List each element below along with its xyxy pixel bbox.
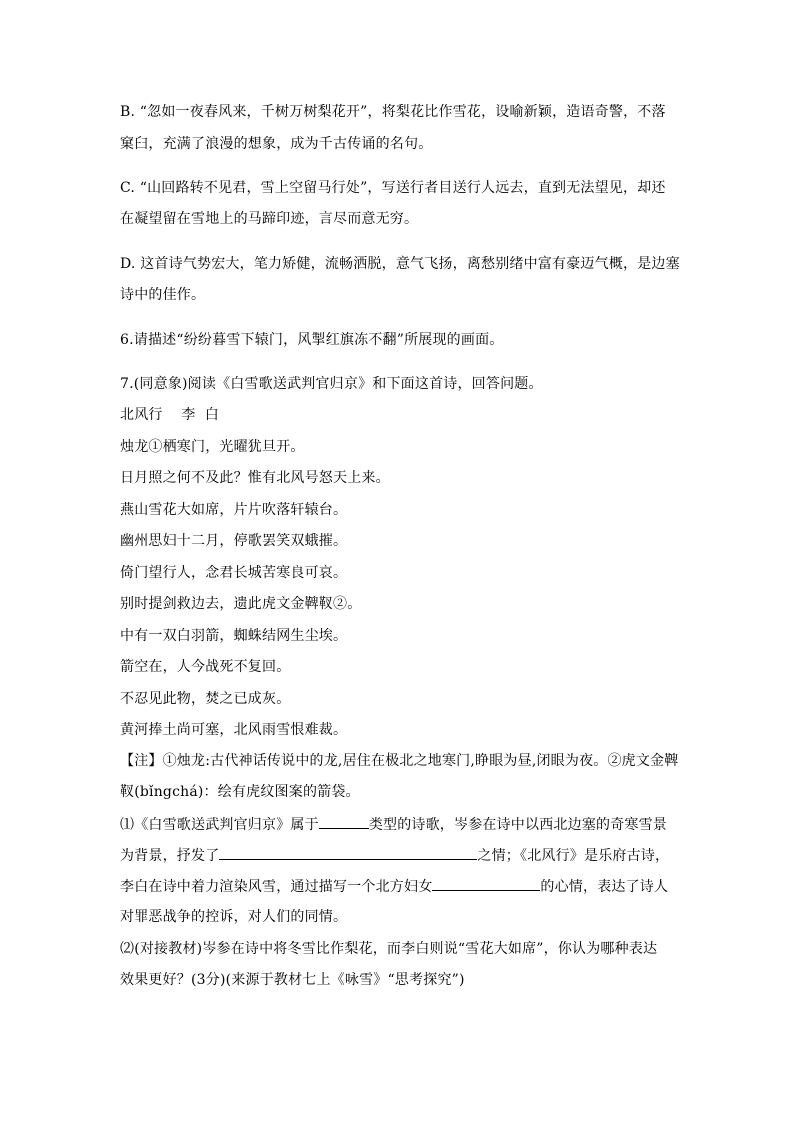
poem-line: 不忍见此物，焚之已成灰。 bbox=[120, 691, 291, 707]
poem-line: 倚门望行人，念君长城苦寒良可哀。 bbox=[120, 565, 348, 581]
subquestion-1-text: 类型的诗歌，岑参在诗中以西北边塞的奇寒雪景 bbox=[368, 817, 668, 833]
poem-line: 黄河捧土尚可塞，北风雨雪恨难裁。 bbox=[120, 722, 348, 738]
poem-line: 别时提剑救边去，遗此虎文金鞞靫②。 bbox=[120, 596, 362, 612]
poem-line: 中有一双白羽箭，蜘蛛结网生尘埃。 bbox=[120, 628, 348, 644]
poem-title: 北风行 李 白 bbox=[120, 407, 219, 423]
option-d-line-1: D. 这首诗气势宏大，笔力矫健，流畅洒脱，意气飞扬，离愁别绪中富有豪迈气概，是边塞 bbox=[120, 256, 680, 272]
question-6: 6.请描述“纷纷暮雪下辕门，风掣红旗冻不翻”所展现的画面。 bbox=[120, 332, 504, 348]
question-7-intro: 7.(同意象)阅读《白雪歌送武判官归京》和下面这首诗，回答问题。 bbox=[120, 376, 543, 392]
subquestion-1-line-3 bbox=[120, 876, 668, 897]
option-b-line-1: B. “忽如一夜春风来，千树万树梨花开”，将梨花比作雪花，设喻新颖，造语奇警，不落 bbox=[120, 104, 666, 120]
option-c-line-2: 在凝望留在雪地上的马蹄印迹，言尽而意无穷。 bbox=[120, 211, 419, 227]
poem-line: 燕山雪花大如席，片片吹落轩辕台。 bbox=[120, 502, 348, 518]
note-line-1: 【注】①烛龙:古代神话传说中的龙,居住在极北之地寒门,睁眼为昼,闭眼为夜。②虎文金鞞 bbox=[120, 753, 679, 769]
answer-blank[interactable] bbox=[219, 845, 477, 860]
subquestion-2-line-1: ⑵(对接教材)岑参在诗中将冬雪比作梨花，而李白则说“雪花大如席”，你认为哪种表达 bbox=[120, 941, 658, 957]
poem-line: 幽州思妇十二月，停歌罢笑双蛾摧。 bbox=[120, 533, 348, 549]
subquestion-1-line-2 bbox=[120, 845, 669, 866]
answer-blank[interactable] bbox=[319, 814, 369, 829]
subquestion-1-text: 为背景，抒发了 bbox=[120, 848, 220, 864]
poem-line: 日月照之何不及此？惟有北风号怒天上来。 bbox=[120, 470, 390, 486]
subquestion-1-text: 李白在诗中着力渲染风雪，通过描写一个北方妇女 bbox=[120, 879, 433, 895]
subquestion-1-line-1 bbox=[120, 814, 667, 835]
poem-line: 烛龙①栖寒门，光曜犹旦开。 bbox=[120, 439, 305, 455]
subquestion-1-line-4: 对罪恶战争的控诉，对人们的同情。 bbox=[120, 909, 348, 925]
poem-line: 箭空在，人今战死不复回。 bbox=[120, 659, 291, 675]
option-b-line-2: 窠臼，充满了浪漫的想象，成为千古传诵的名句。 bbox=[120, 136, 433, 152]
subquestion-2-line-2: 效果更好？(3分)(来源于教材七上《咏雪》“思考探究”) bbox=[120, 972, 465, 988]
subquestion-1-text: 之情；《北风行》是乐府古诗， bbox=[477, 848, 670, 864]
subquestion-1-text: ⑴《白雪歌送武判官归京》属于 bbox=[120, 817, 319, 833]
option-c-line-1: C. “山回路转不见君，雪上空留马行处”，写送行者目送行人远去，直到无法望见，却还 bbox=[120, 180, 666, 196]
answer-blank[interactable] bbox=[432, 876, 540, 891]
note-line-2: 靫(bǐngchá)：绘有虎纹图案的箭袋。 bbox=[120, 784, 360, 800]
option-d-line-2: 诗中的佳作。 bbox=[120, 287, 206, 303]
subquestion-1-text: 的心情，表达了诗人 bbox=[540, 879, 669, 895]
